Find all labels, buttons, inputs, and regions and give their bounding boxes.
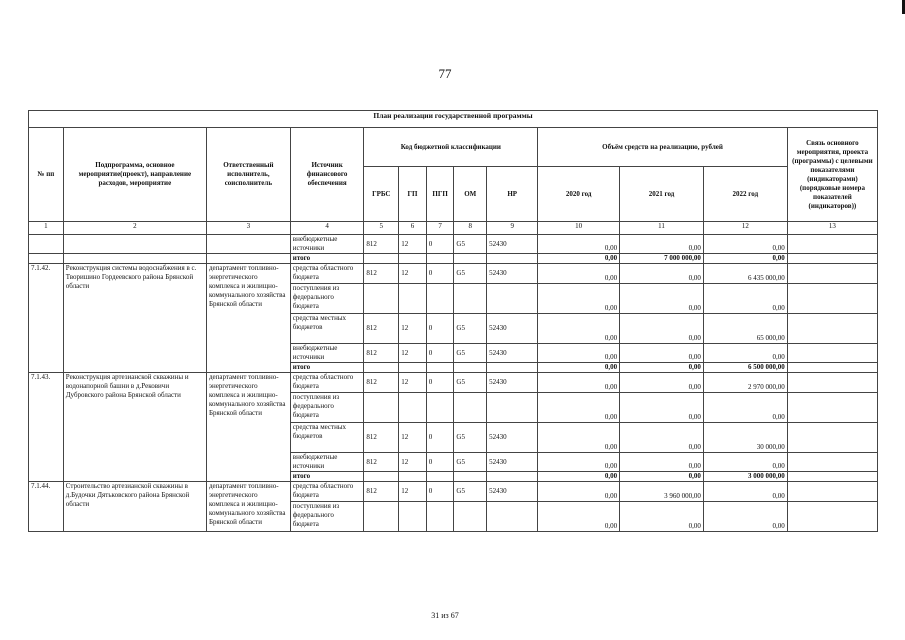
code-pgp-cell: 0 [426, 453, 454, 472]
code-om-cell: G5 [454, 314, 487, 344]
source-cell: средства местных бюджетов [290, 314, 364, 344]
name-cell [63, 235, 206, 254]
num-cell [29, 254, 64, 264]
header-executor: Ответственный исполнитель, соисполнитель [206, 128, 290, 222]
code-grbs-cell: 812 [364, 344, 399, 363]
code-grbs-cell: 812 [364, 235, 399, 254]
code-grbs-cell: 812 [364, 314, 399, 344]
page-number: 77 [438, 66, 452, 81]
code-nr-cell [487, 254, 538, 264]
code-nr-cell [487, 472, 538, 482]
header-volume: Объём средств на реализацию, рублей [538, 128, 788, 167]
code-grbs-cell: 812 [364, 482, 399, 502]
column-index-10: 10 [538, 222, 620, 235]
executor-cell [206, 235, 290, 254]
code-nr-cell [487, 502, 538, 532]
column-index-13: 13 [787, 222, 877, 235]
code-om-cell: G5 [454, 264, 487, 284]
code-grbs-cell [364, 393, 399, 423]
source-cell: внебюджетные источники [290, 235, 364, 254]
code-nr-cell: 52430 [487, 264, 538, 284]
header-2021: 2021 год [620, 167, 704, 222]
source-cell: внебюджетные источники [290, 344, 364, 363]
column-index-6: 6 [399, 222, 427, 235]
code-gp-cell [399, 284, 427, 314]
link-cell [787, 393, 877, 423]
amount-y2021-cell: 0,00 [620, 314, 704, 344]
code-grbs-cell [364, 254, 399, 264]
source-cell: итого [290, 254, 364, 264]
link-cell [787, 502, 877, 532]
code-pgp-cell: 0 [426, 264, 454, 284]
code-om-cell [454, 254, 487, 264]
amount-y2021-cell: 0,00 [620, 502, 704, 532]
code-gp-cell: 12 [399, 373, 427, 393]
code-gp-cell [399, 472, 427, 482]
header-budget-code: Код бюджетной классификации [364, 128, 538, 167]
activity-name: Реконструкция системы водоснабжения в с. Творишино Гордеевского района Брянской области [63, 264, 206, 373]
code-gp-cell [399, 363, 427, 373]
code-om-cell [454, 284, 487, 314]
code-om-cell: G5 [454, 423, 487, 453]
link-cell [787, 363, 877, 373]
code-grbs-cell [364, 472, 399, 482]
amount-y2021-cell: 0,00 [620, 235, 704, 254]
amount-y2020-cell: 0,00 [538, 502, 620, 532]
amount-y2022-cell: 6 435 000,00 [703, 264, 787, 284]
code-pgp-cell: 0 [426, 482, 454, 502]
total-row [29, 254, 878, 264]
link-cell [787, 472, 877, 482]
code-pgp-cell: 0 [426, 344, 454, 363]
amount-y2020-cell: 0,00 [538, 314, 620, 344]
code-om-cell [454, 363, 487, 373]
executor-name: департамент топливно-энергетического комплекса и жилищно-коммунального хозяйства Брянской области [206, 264, 290, 373]
executor-cell [206, 254, 290, 264]
amount-y2022-cell: 0,00 [703, 254, 787, 264]
code-pgp-cell [426, 472, 454, 482]
code-gp-cell [399, 393, 427, 423]
code-gp-cell: 12 [399, 235, 427, 254]
amount-y2021-cell: 0,00 [620, 393, 704, 423]
link-cell [787, 314, 877, 344]
source-cell: средства областного бюджета [290, 373, 364, 393]
source-row [29, 482, 878, 502]
num-cell [29, 235, 64, 254]
column-index-7: 7 [426, 222, 454, 235]
amount-y2020-cell: 0,00 [538, 344, 620, 363]
program-plan-table [28, 110, 878, 532]
table-title: План реализации государственной программы [29, 111, 878, 128]
amount-y2021-cell: 0,00 [620, 423, 704, 453]
source-cell: итого [290, 363, 364, 373]
column-index-2: 2 [63, 222, 206, 235]
row-number: 7.1.44. [29, 482, 64, 532]
link-cell [787, 264, 877, 284]
source-cell: поступления из федерального бюджета [290, 284, 364, 314]
code-nr-cell [487, 284, 538, 314]
amount-y2022-cell: 65 000,00 [703, 314, 787, 344]
column-index-9: 9 [487, 222, 538, 235]
amount-y2022-cell: 0,00 [703, 502, 787, 532]
amount-y2021-cell: 3 960 000,00 [620, 482, 704, 502]
header-gp: ГП [399, 167, 427, 222]
header-link: Связь основного мероприятия, проекта (программы) с целевыми показателями (индикаторами) (порядковые номера показателей (индикаторов)) [787, 128, 877, 222]
page-footer: 31 из 67 [431, 611, 459, 620]
code-nr-cell: 52430 [487, 314, 538, 344]
code-om-cell: G5 [454, 344, 487, 363]
amount-y2022-cell: 6 500 000,00 [703, 363, 787, 373]
code-grbs-cell [364, 363, 399, 373]
amount-y2020-cell: 0,00 [538, 423, 620, 453]
amount-y2022-cell: 0,00 [703, 393, 787, 423]
amount-y2021-cell: 0,00 [620, 373, 704, 393]
code-om-cell: G5 [454, 235, 487, 254]
code-grbs-cell [364, 502, 399, 532]
code-gp-cell: 12 [399, 482, 427, 502]
link-cell [787, 423, 877, 453]
source-cell: внебюджетные источники [290, 453, 364, 472]
code-gp-cell [399, 502, 427, 532]
amount-y2020-cell: 0,00 [538, 235, 620, 254]
code-om-cell [454, 502, 487, 532]
header-om: ОМ [454, 167, 487, 222]
column-index-3: 3 [206, 222, 290, 235]
amount-y2022-cell: 0,00 [703, 482, 787, 502]
source-cell: поступления из федерального бюджета [290, 393, 364, 423]
code-pgp-cell [426, 393, 454, 423]
code-nr-cell: 52430 [487, 453, 538, 472]
column-index-row [29, 222, 878, 235]
amount-y2021-cell: 0,00 [620, 264, 704, 284]
source-cell: средства областного бюджета [290, 482, 364, 502]
amount-y2021-cell: 0,00 [620, 284, 704, 314]
code-grbs-cell: 812 [364, 423, 399, 453]
code-grbs-cell: 812 [364, 264, 399, 284]
link-cell [787, 453, 877, 472]
amount-y2021-cell: 0,00 [620, 344, 704, 363]
header-2022: 2022 год [703, 167, 787, 222]
amount-y2020-cell: 0,00 [538, 264, 620, 284]
executor-name: департамент топливно-энергетического комплекса и жилищно-коммунального хозяйства Брянской области [206, 373, 290, 482]
code-gp-cell: 12 [399, 264, 427, 284]
code-pgp-cell [426, 284, 454, 314]
header-source: Источник финансового обеспечения [290, 128, 364, 222]
code-om-cell: G5 [454, 482, 487, 502]
amount-y2022-cell: 0,00 [703, 284, 787, 314]
source-cell: средства областного бюджета [290, 264, 364, 284]
link-cell [787, 482, 877, 502]
column-index-11: 11 [620, 222, 704, 235]
code-om-cell: G5 [454, 373, 487, 393]
link-cell [787, 344, 877, 363]
activity-name: Строительство артезианской скважины в д.Будочки Дятьковского района Брянской области [63, 482, 206, 532]
code-pgp-cell: 0 [426, 373, 454, 393]
amount-y2020-cell: 0,00 [538, 472, 620, 482]
source-row [29, 264, 878, 284]
amount-y2020-cell: 0,00 [538, 482, 620, 502]
source-cell: средства местных бюджетов [290, 423, 364, 453]
amount-y2021-cell: 0,00 [620, 363, 704, 373]
code-nr-cell: 52430 [487, 423, 538, 453]
amount-y2020-cell: 0,00 [538, 284, 620, 314]
code-gp-cell [399, 254, 427, 264]
link-cell [787, 284, 877, 314]
code-gp-cell: 12 [399, 344, 427, 363]
column-index-5: 5 [364, 222, 399, 235]
header-num: № пп [29, 128, 64, 222]
code-gp-cell: 12 [399, 314, 427, 344]
header-2020: 2020 год [538, 167, 620, 222]
row-number: 7.1.42. [29, 264, 64, 373]
source-cell: поступления из федерального бюджета [290, 502, 364, 532]
amount-y2022-cell: 3 000 000,00 [703, 472, 787, 482]
table-body [29, 111, 878, 532]
code-pgp-cell: 0 [426, 235, 454, 254]
amount-y2022-cell: 30 000,00 [703, 423, 787, 453]
amount-y2021-cell: 0,00 [620, 472, 704, 482]
row-number: 7.1.43. [29, 373, 64, 482]
amount-y2020-cell: 0,00 [538, 373, 620, 393]
column-index-4: 4 [290, 222, 364, 235]
link-cell [787, 235, 877, 254]
code-nr-cell [487, 393, 538, 423]
code-pgp-cell [426, 254, 454, 264]
header-grbs: ГРБС [364, 167, 399, 222]
amount-y2020-cell: 0,00 [538, 453, 620, 472]
code-grbs-cell: 812 [364, 373, 399, 393]
code-gp-cell: 12 [399, 453, 427, 472]
amount-y2020-cell: 0,00 [538, 254, 620, 264]
amount-y2022-cell: 0,00 [703, 453, 787, 472]
source-row [29, 235, 878, 254]
activity-name: Реконструкция артезианской скважины и водонапорной башни в д.Рековичи Дубровского района Брянской области [63, 373, 206, 482]
code-pgp-cell [426, 502, 454, 532]
code-pgp-cell: 0 [426, 314, 454, 344]
header-nr: НР [487, 167, 538, 222]
amount-y2022-cell: 2 970 000,00 [703, 373, 787, 393]
executor-name: департамент топливно-энергетического комплекса и жилищно-коммунального хозяйства Брянской области [206, 482, 290, 532]
code-nr-cell: 52430 [487, 482, 538, 502]
link-cell [787, 254, 877, 264]
amount-y2020-cell: 0,00 [538, 363, 620, 373]
column-index-8: 8 [454, 222, 487, 235]
code-om-cell [454, 393, 487, 423]
header-name: Подпрограмма, основное мероприятие(проект), направление расходов, мероприятие [63, 128, 206, 222]
amount-y2020-cell: 0,00 [538, 393, 620, 423]
link-cell [787, 373, 877, 393]
code-nr-cell: 52430 [487, 373, 538, 393]
source-cell: итого [290, 472, 364, 482]
code-gp-cell: 12 [399, 423, 427, 453]
code-pgp-cell [426, 363, 454, 373]
code-om-cell [454, 472, 487, 482]
amount-y2021-cell: 0,00 [620, 453, 704, 472]
code-nr-cell [487, 363, 538, 373]
code-nr-cell: 52430 [487, 235, 538, 254]
column-index-1: 1 [29, 222, 64, 235]
code-om-cell: G5 [454, 453, 487, 472]
name-cell [63, 254, 206, 264]
amount-y2022-cell: 0,00 [703, 235, 787, 254]
amount-y2022-cell: 0,00 [703, 344, 787, 363]
header-pgp: ПГП [426, 167, 454, 222]
code-pgp-cell: 0 [426, 423, 454, 453]
amount-y2021-cell: 7 000 000,00 [620, 254, 704, 264]
source-row [29, 373, 878, 393]
code-grbs-cell: 812 [364, 453, 399, 472]
column-index-12: 12 [703, 222, 787, 235]
code-grbs-cell [364, 284, 399, 314]
code-nr-cell: 52430 [487, 344, 538, 363]
